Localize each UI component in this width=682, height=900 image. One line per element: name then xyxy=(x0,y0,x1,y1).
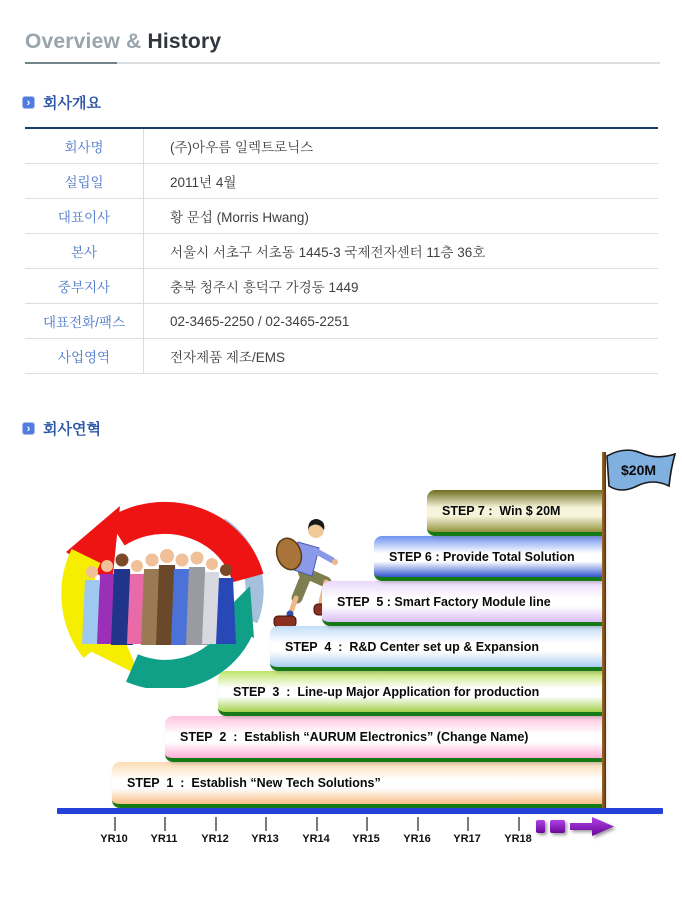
year-label: YR12 xyxy=(201,833,229,845)
flag-pole xyxy=(602,452,606,812)
section-title-text: 회사개요 xyxy=(43,95,101,112)
section-title-text: 회사연혁 xyxy=(43,421,101,438)
table-row xyxy=(25,234,658,269)
step-label: STEP 3 : Line-up Major Application for production xyxy=(233,684,540,699)
step-label: STEP 5 : Smart Factory Module line xyxy=(337,594,551,609)
year-label: YR13 xyxy=(251,833,279,845)
year-label: YR17 xyxy=(453,833,481,845)
axis-tick xyxy=(518,817,520,831)
section-bullet-icon: › xyxy=(22,422,35,435)
page-title-light: Overview & xyxy=(25,30,142,53)
step-bar-1 xyxy=(112,762,604,808)
step-label: STEP 6 : Provide Total Solution xyxy=(389,549,575,564)
row-value: 충북 청주시 흥덕구 가경동 1449 xyxy=(143,269,658,303)
axis-tick xyxy=(164,817,166,831)
axis-tick xyxy=(417,817,419,831)
flag-amount-label: $20M xyxy=(621,462,657,478)
year-label: YR10 xyxy=(100,833,128,845)
table-row xyxy=(25,304,658,339)
step-label: STEP 4 : R&D Center set up & Expansion xyxy=(285,639,539,654)
step-bar-5 xyxy=(322,581,604,626)
row-value: 전자제품 제조/EMS xyxy=(143,339,658,373)
title-underline xyxy=(25,62,660,64)
row-value: 서울시 서초구 서초동 1445-3 국제전자센터 11층 36호 xyxy=(143,234,658,268)
table-row xyxy=(25,164,658,199)
timeline-arrow-icon xyxy=(536,814,618,840)
row-value: 황 문섭 (Morris Hwang) xyxy=(143,199,658,233)
table-row xyxy=(25,269,658,304)
step-bar-3 xyxy=(218,671,604,716)
row-label: 본사 xyxy=(70,245,98,260)
goal-flag xyxy=(605,446,679,504)
section-title-company-overview xyxy=(22,92,101,113)
table-row xyxy=(25,339,658,374)
axis-tick xyxy=(265,817,267,831)
axis-tick xyxy=(215,817,217,831)
row-label: 대표전화/팩스 xyxy=(43,315,125,330)
step-bar-7 xyxy=(427,490,604,536)
section-title-company-history xyxy=(22,418,101,439)
step-bar-4 xyxy=(270,626,604,671)
row-value: 02-3465-2250 / 02-3465-2251 xyxy=(143,304,658,338)
row-label: 사업영역 xyxy=(57,350,111,365)
step-label: STEP 7 : Win $ 20M xyxy=(442,504,561,518)
row-label: 설립일 xyxy=(64,175,104,190)
title-underline-accent xyxy=(25,62,117,64)
axis-tick xyxy=(114,817,116,831)
year-label: YR16 xyxy=(403,833,431,845)
step-bar-6 xyxy=(374,536,604,581)
axis-tick xyxy=(467,817,469,831)
table-row xyxy=(25,129,658,164)
year-label: YR15 xyxy=(352,833,380,845)
row-value: (주)아우름 일렉트로닉스 xyxy=(143,129,658,163)
people-group xyxy=(82,549,236,645)
page-title xyxy=(25,30,221,54)
year-label: YR11 xyxy=(150,833,178,845)
step-label: STEP 2 : Establish “AURUM Electronics” (Change Name) xyxy=(180,730,529,744)
year-label: YR18 xyxy=(504,833,532,845)
row-label: 중부지사 xyxy=(57,280,111,295)
company-info-table xyxy=(25,127,658,374)
step-label: STEP 1 : Establish “New Tech Solutions” xyxy=(127,776,381,790)
year-label: YR14 xyxy=(302,833,330,845)
axis-tick xyxy=(366,817,368,831)
page-title-strong: History xyxy=(147,30,222,53)
row-label: 대표이사 xyxy=(57,210,111,225)
history-stair-chart xyxy=(0,440,682,900)
axis-tick xyxy=(316,817,318,831)
section-bullet-icon: › xyxy=(22,96,35,109)
row-label: 회사명 xyxy=(64,140,104,155)
team-cycle-graphic xyxy=(52,498,267,688)
step-bar-2 xyxy=(165,716,604,762)
row-value: 2011년 4월 xyxy=(143,164,658,198)
table-row xyxy=(25,199,658,234)
